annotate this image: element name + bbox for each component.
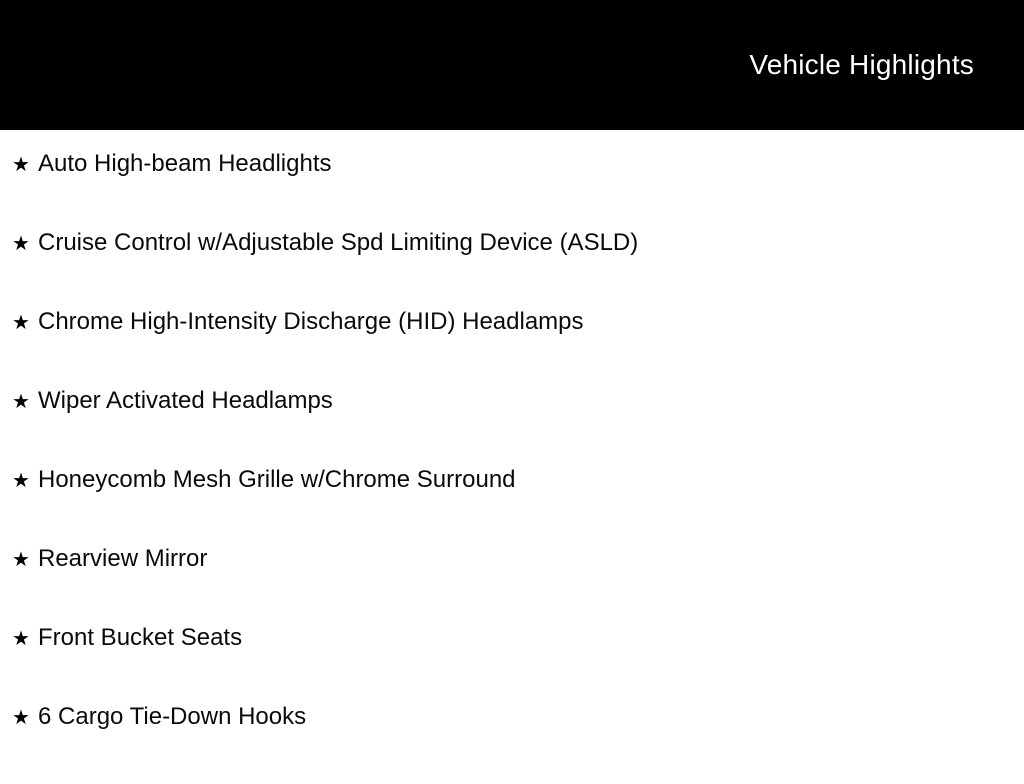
star-icon: ★ (12, 707, 30, 729)
list-item-label: Auto High-beam Headlights (38, 150, 332, 177)
list-item (0, 310, 1024, 389)
star-icon: ★ (12, 628, 30, 650)
star-icon: ★ (12, 312, 30, 334)
list-item-label: Chrome High-Intensity Discharge (HID) Headlamps (38, 308, 584, 335)
page-title: Vehicle Highlights (749, 49, 974, 80)
list-item (0, 705, 1024, 784)
star-icon: ★ (12, 391, 30, 413)
list-item (0, 231, 1024, 310)
list-item (0, 468, 1024, 547)
list-item-label: Rearview Mirror (38, 545, 208, 572)
list-item-label: Front Bucket Seats (38, 624, 243, 651)
star-icon: ★ (12, 549, 30, 571)
vehicle-highlights-list (0, 130, 1024, 784)
list-item (0, 152, 1024, 231)
list-item-label: 6 Cargo Tie-Down Hooks (38, 703, 307, 730)
star-icon: ★ (12, 154, 30, 176)
star-icon: ★ (12, 470, 30, 492)
list-item (0, 626, 1024, 705)
list-item-label: Cruise Control w/Adjustable Spd Limiting Device (ASLD) (38, 229, 639, 256)
list-item-label: Honeycomb Mesh Grille w/Chrome Surround (38, 466, 516, 493)
star-icon: ★ (12, 233, 30, 255)
list-item (0, 389, 1024, 468)
list-item (0, 547, 1024, 626)
list-item-label: Wiper Activated Headlamps (38, 387, 333, 414)
header-bar (0, 0, 1024, 130)
